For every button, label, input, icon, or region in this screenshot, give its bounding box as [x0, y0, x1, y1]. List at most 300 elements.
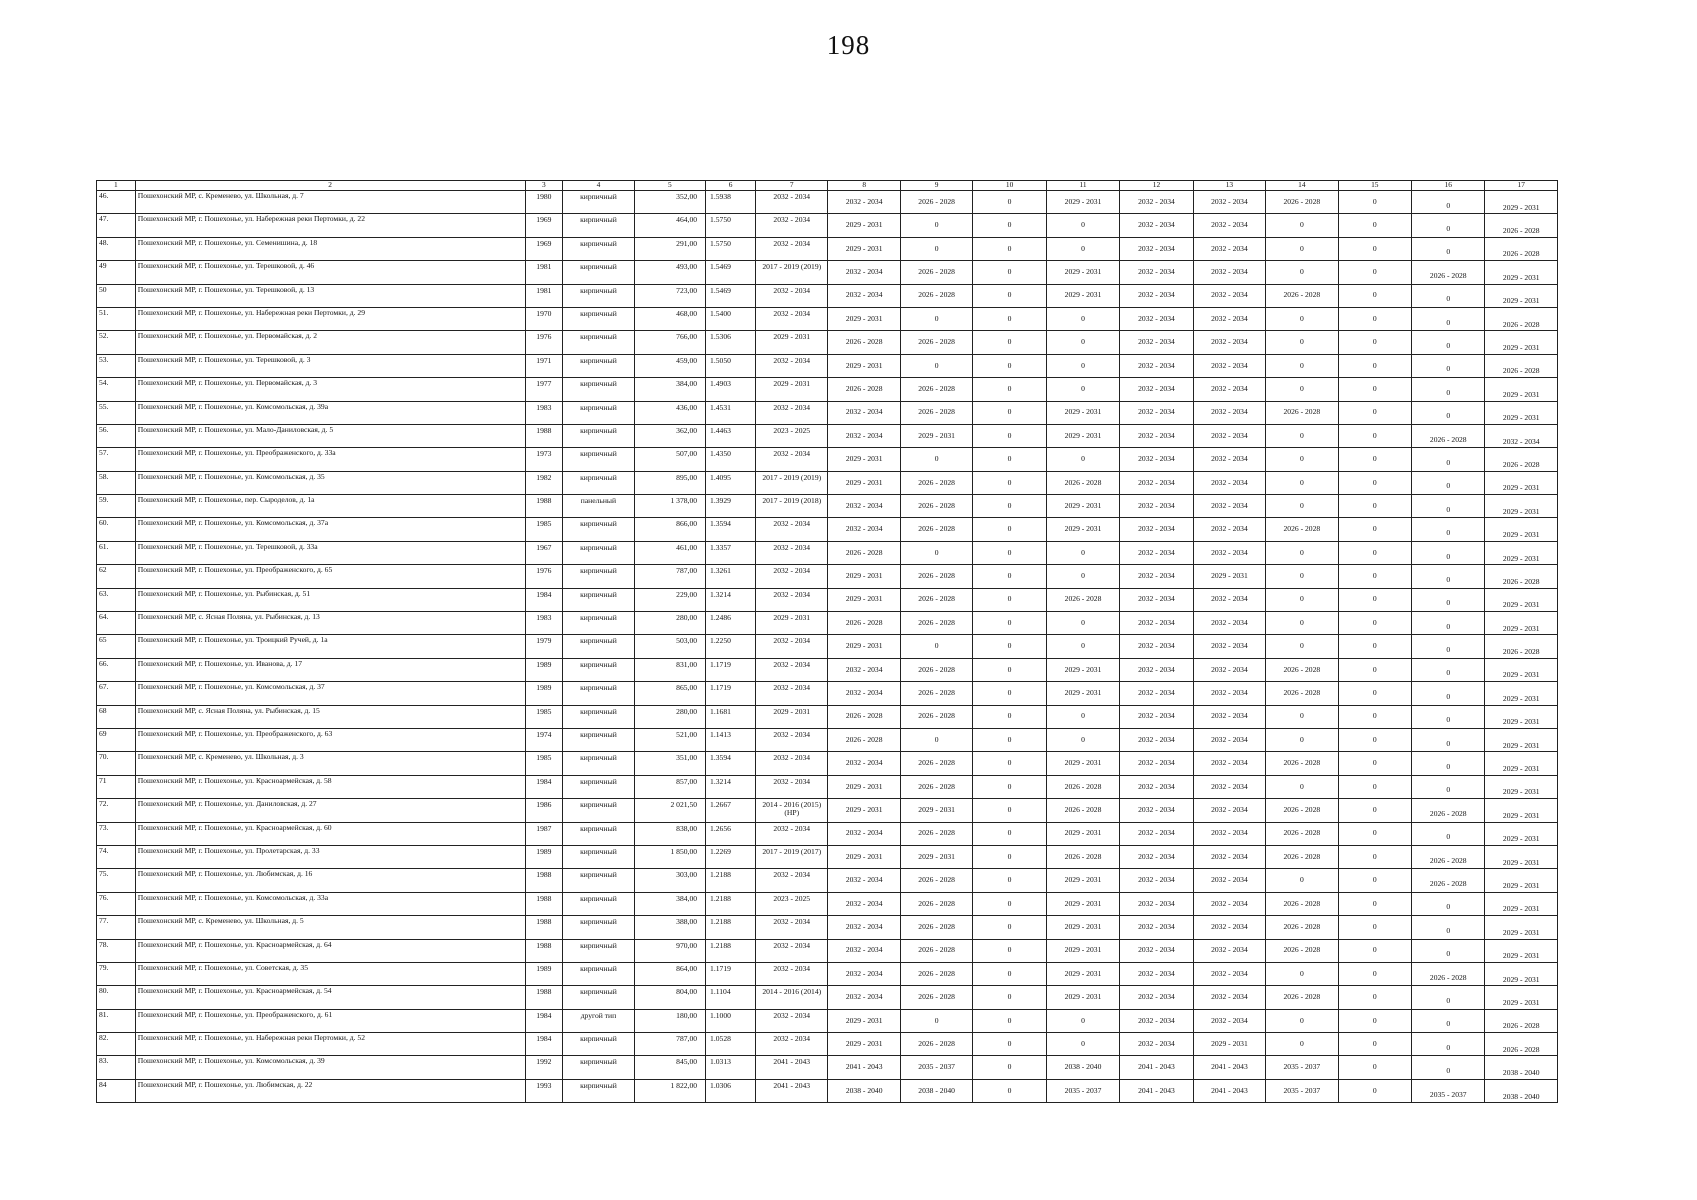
table-cell-col-11: 2029 - 2031: [1046, 892, 1119, 915]
table-cell-col-16: 0: [1412, 541, 1485, 564]
table-cell-col-1: 60.: [97, 518, 136, 541]
table-cell-col-10: 0: [973, 1033, 1046, 1056]
table-cell-col-7: 2032 - 2034: [756, 284, 828, 307]
table-cell-col-3: 1974: [525, 728, 563, 751]
table-cell-col-5: 970,00: [634, 939, 705, 962]
table-cell-col-16: 0: [1412, 892, 1485, 915]
table-cell-col-2: Пошехонский МР, г. Пошехонье, ул. Набережная реки Пертомки, д. 52: [135, 1033, 525, 1056]
table-cell-col-1: 69: [97, 728, 136, 751]
table-cell-col-17: 2029 - 2031: [1485, 518, 1558, 541]
table-cell-col-6: 1.5938: [706, 191, 756, 214]
table-row: [97, 1009, 1558, 1032]
table-cell-col-6: 1.1719: [706, 658, 756, 681]
table-cell-col-14: 2026 - 2028: [1266, 939, 1338, 962]
table-cell-col-4: кирпичный: [563, 424, 634, 447]
table-cell-col-13: 2032 - 2034: [1193, 237, 1265, 260]
table-cell-col-4: кирпичный: [563, 869, 634, 892]
table-cell-col-3: 1993: [525, 1079, 563, 1102]
table-cell-col-14: 0: [1266, 775, 1338, 798]
table-cell-col-2: Пошехонский МР, г. Пошехонье, ул. Рыбинская, д. 51: [135, 588, 525, 611]
table-cell-col-6: 1.1104: [706, 986, 756, 1009]
table-cell-col-4: кирпичный: [563, 284, 634, 307]
table-cell-col-4: кирпичный: [563, 1079, 634, 1102]
table-cell-col-1: 58.: [97, 471, 136, 494]
table-cell-col-12: 2032 - 2034: [1120, 682, 1193, 705]
table-cell-col-15: 0: [1338, 495, 1411, 518]
table-cell-col-12: 2032 - 2034: [1120, 237, 1193, 260]
table-cell-col-4: кирпичный: [563, 822, 634, 845]
table-cell-col-14: 0: [1266, 495, 1338, 518]
table-cell-col-1: 73.: [97, 822, 136, 845]
table-cell-col-17: 2029 - 2031: [1485, 845, 1558, 868]
table-row: [97, 752, 1558, 775]
table-cell-col-2: Пошехонский МР, с. Кременево, ул. Школьная, д. 5: [135, 916, 525, 939]
column-header-8: 8: [828, 181, 900, 191]
table-cell-col-13: 2032 - 2034: [1193, 939, 1265, 962]
table-cell-col-13: 2032 - 2034: [1193, 775, 1265, 798]
table-cell-col-6: 1.3261: [706, 565, 756, 588]
table-cell-col-4: кирпичный: [563, 331, 634, 354]
table-cell-col-8: 2032 - 2034: [828, 682, 900, 705]
table-cell-col-13: 2032 - 2034: [1193, 728, 1265, 751]
table-cell-col-1: 62: [97, 565, 136, 588]
table-cell-col-8: 2032 - 2034: [828, 401, 900, 424]
table-cell-col-6: 1.4903: [706, 378, 756, 401]
table-cell-col-1: 55.: [97, 401, 136, 424]
table-cell-col-13: 2032 - 2034: [1193, 424, 1265, 447]
table-cell-col-17: 2026 - 2028: [1485, 237, 1558, 260]
table-cell-col-7: 2029 - 2031: [756, 612, 828, 635]
table-cell-col-17: 2029 - 2031: [1485, 869, 1558, 892]
table-cell-col-9: 0: [900, 448, 972, 471]
table-cell-col-14: 2026 - 2028: [1266, 284, 1338, 307]
table-cell-col-9: 2026 - 2028: [900, 869, 972, 892]
table-cell-col-1: 70.: [97, 752, 136, 775]
table-cell-col-4: кирпичный: [563, 635, 634, 658]
table-cell-col-10: 0: [973, 635, 1046, 658]
table-cell-col-2: Пошехонский МР, г. Пошехонье, ул. Комсомольская, д. 37: [135, 682, 525, 705]
table-cell-col-13: 2032 - 2034: [1193, 869, 1265, 892]
table-cell-col-16: 0: [1412, 658, 1485, 681]
table-row: [97, 448, 1558, 471]
table-cell-col-7: 2032 - 2034: [756, 401, 828, 424]
table-cell-col-15: 0: [1338, 424, 1411, 447]
table-cell-col-11: 0: [1046, 1033, 1119, 1056]
table-cell-col-16: 0: [1412, 612, 1485, 635]
table-cell-col-4: кирпичный: [563, 471, 634, 494]
table-cell-col-2: Пошехонский МР, г. Пошехонье, ул. Набережная реки Пертомки, д. 22: [135, 214, 525, 237]
table-cell-col-14: 2026 - 2028: [1266, 799, 1338, 822]
table-cell-col-5: 436,00: [634, 401, 705, 424]
table-cell-col-5: 831,00: [634, 658, 705, 681]
table-cell-col-6: 1.2188: [706, 939, 756, 962]
column-header-4: 4: [563, 181, 634, 191]
table-cell-col-7: 2023 - 2025: [756, 892, 828, 915]
table-cell-col-3: 1992: [525, 1056, 563, 1079]
table-cell-col-3: 1981: [525, 284, 563, 307]
table-cell-col-1: 66.: [97, 658, 136, 681]
table-cell-col-9: 2026 - 2028: [900, 705, 972, 728]
table-cell-col-11: 0: [1046, 448, 1119, 471]
table-cell-col-2: Пошехонский МР, г. Пошехонье, ул. Терешковой, д. 46: [135, 261, 525, 284]
table-cell-col-4: кирпичный: [563, 845, 634, 868]
table-cell-col-9: 0: [900, 237, 972, 260]
table-cell-col-12: 2032 - 2034: [1120, 495, 1193, 518]
table-cell-col-15: 0: [1338, 261, 1411, 284]
table-cell-col-8: 2026 - 2028: [828, 331, 900, 354]
table-cell-col-1: 76.: [97, 892, 136, 915]
table-row: [97, 939, 1558, 962]
table-cell-col-17: 2029 - 2031: [1485, 612, 1558, 635]
table-cell-col-2: Пошехонский МР, г. Пошехонье, ул. Пролетарская, д. 33: [135, 845, 525, 868]
table-body: [97, 191, 1558, 1103]
table-cell-col-11: 2029 - 2031: [1046, 752, 1119, 775]
table-cell-col-14: 0: [1266, 612, 1338, 635]
table-cell-col-8: 2032 - 2034: [828, 892, 900, 915]
table-cell-col-7: 2017 - 2019 (2019): [756, 471, 828, 494]
table-cell-col-12: 2032 - 2034: [1120, 892, 1193, 915]
table-cell-col-9: 2026 - 2028: [900, 565, 972, 588]
table-cell-col-16: 0: [1412, 916, 1485, 939]
table-cell-col-4: кирпичный: [563, 939, 634, 962]
table-cell-col-17: 2026 - 2028: [1485, 1033, 1558, 1056]
table-cell-col-11: 2026 - 2028: [1046, 471, 1119, 494]
table-cell-col-13: 2032 - 2034: [1193, 331, 1265, 354]
table-cell-col-3: 1983: [525, 401, 563, 424]
table-cell-col-7: 2041 - 2043: [756, 1056, 828, 1079]
table-cell-col-10: 0: [973, 448, 1046, 471]
table-cell-col-13: 2032 - 2034: [1193, 261, 1265, 284]
table-cell-col-3: 1976: [525, 331, 563, 354]
table-cell-col-7: 2032 - 2034: [756, 775, 828, 798]
table-cell-col-10: 0: [973, 962, 1046, 985]
table-cell-col-6: 1.2188: [706, 916, 756, 939]
table-cell-col-2: Пошехонский МР, г. Пошехонье, ул. Красноармейская, д. 60: [135, 822, 525, 845]
table-cell-col-5: 838,00: [634, 822, 705, 845]
table-cell-col-11: 0: [1046, 728, 1119, 751]
table-cell-col-14: 0: [1266, 588, 1338, 611]
table-cell-col-5: 303,00: [634, 869, 705, 892]
table-cell-col-8: 2029 - 2031: [828, 635, 900, 658]
table-cell-col-15: 0: [1338, 214, 1411, 237]
table-cell-col-8: 2029 - 2031: [828, 237, 900, 260]
table-cell-col-3: 1985: [525, 705, 563, 728]
table-cell-col-9: 2026 - 2028: [900, 612, 972, 635]
table-cell-col-1: 50: [97, 284, 136, 307]
table-cell-col-1: 65: [97, 635, 136, 658]
table-cell-col-14: 0: [1266, 1009, 1338, 1032]
table-cell-col-5: 280,00: [634, 705, 705, 728]
table-cell-col-3: 1986: [525, 799, 563, 822]
table-cell-col-12: 2032 - 2034: [1120, 307, 1193, 330]
table-cell-col-6: 1.2656: [706, 822, 756, 845]
table-cell-col-12: 2032 - 2034: [1120, 799, 1193, 822]
table-cell-col-11: 0: [1046, 237, 1119, 260]
table-cell-col-5: 352,00: [634, 191, 705, 214]
table-cell-col-7: 2032 - 2034: [756, 635, 828, 658]
table-cell-col-10: 0: [973, 752, 1046, 775]
table-cell-col-12: 2032 - 2034: [1120, 424, 1193, 447]
table-cell-col-6: 1.5750: [706, 214, 756, 237]
table-cell-col-5: 384,00: [634, 892, 705, 915]
table-cell-col-4: кирпичный: [563, 916, 634, 939]
table-cell-col-3: 1973: [525, 448, 563, 471]
table-cell-col-14: 2026 - 2028: [1266, 986, 1338, 1009]
table-cell-col-1: 79.: [97, 962, 136, 985]
table-cell-col-6: 1.0313: [706, 1056, 756, 1079]
table-cell-col-16: 0: [1412, 705, 1485, 728]
table-cell-col-7: 2017 - 2019 (2019): [756, 261, 828, 284]
table-cell-col-3: 1984: [525, 1009, 563, 1032]
table-cell-col-13: 2032 - 2034: [1193, 635, 1265, 658]
table-cell-col-10: 0: [973, 424, 1046, 447]
table-cell-col-17: 2029 - 2031: [1485, 916, 1558, 939]
table-row: [97, 191, 1558, 214]
table-cell-col-7: 2014 - 2016 (2014): [756, 986, 828, 1009]
table-cell-col-9: 2026 - 2028: [900, 1033, 972, 1056]
table-cell-col-2: Пошехонский МР, г. Пошехонье, ул. Преображенского, д. 65: [135, 565, 525, 588]
table-cell-col-1: 74.: [97, 845, 136, 868]
table-cell-col-8: 2026 - 2028: [828, 705, 900, 728]
table-cell-col-17: 2029 - 2031: [1485, 588, 1558, 611]
table-cell-col-13: 2032 - 2034: [1193, 378, 1265, 401]
column-header-3: 3: [525, 181, 563, 191]
table-cell-col-14: 2035 - 2037: [1266, 1079, 1338, 1102]
table-cell-col-2: Пошехонский МР, с. Ясная Поляна, ул. Рыбинская, д. 15: [135, 705, 525, 728]
table-cell-col-15: 0: [1338, 588, 1411, 611]
table-cell-col-8: 2032 - 2034: [828, 869, 900, 892]
table-row: [97, 401, 1558, 424]
table-cell-col-14: 2026 - 2028: [1266, 916, 1338, 939]
table-cell-col-17: 2029 - 2031: [1485, 892, 1558, 915]
table-cell-col-17: 2029 - 2031: [1485, 378, 1558, 401]
table-cell-col-13: 2032 - 2034: [1193, 448, 1265, 471]
table-cell-col-9: 2026 - 2028: [900, 518, 972, 541]
table-cell-col-2: Пошехонский МР, г. Пошехонье, ул. Преображенского, д. 63: [135, 728, 525, 751]
table-cell-col-9: 2029 - 2031: [900, 424, 972, 447]
column-header-10: 10: [973, 181, 1046, 191]
table-cell-col-4: кирпичный: [563, 962, 634, 985]
column-header-6: 6: [706, 181, 756, 191]
table-cell-col-8: 2029 - 2031: [828, 354, 900, 377]
table-cell-col-14: 0: [1266, 237, 1338, 260]
table-cell-col-9: 2029 - 2031: [900, 845, 972, 868]
table-cell-col-17: 2026 - 2028: [1485, 448, 1558, 471]
table-row: [97, 658, 1558, 681]
table-cell-col-16: 0: [1412, 939, 1485, 962]
table-cell-col-14: 0: [1266, 331, 1338, 354]
table-cell-col-15: 0: [1338, 939, 1411, 962]
table-cell-col-16: 0: [1412, 565, 1485, 588]
table-cell-col-6: 1.1719: [706, 682, 756, 705]
table-cell-col-16: 0: [1412, 728, 1485, 751]
table-cell-col-11: 2026 - 2028: [1046, 799, 1119, 822]
table-cell-col-14: 0: [1266, 424, 1338, 447]
table-cell-col-1: 53.: [97, 354, 136, 377]
table-cell-col-12: 2032 - 2034: [1120, 986, 1193, 1009]
table-cell-col-4: кирпичный: [563, 354, 634, 377]
table-cell-col-6: 1.2269: [706, 845, 756, 868]
table-cell-col-17: 2029 - 2031: [1485, 331, 1558, 354]
table-cell-col-12: 2032 - 2034: [1120, 916, 1193, 939]
table-cell-col-13: 2032 - 2034: [1193, 307, 1265, 330]
table-cell-col-9: 2035 - 2037: [900, 1056, 972, 1079]
table-cell-col-1: 72.: [97, 799, 136, 822]
table-cell-col-13: 2032 - 2034: [1193, 892, 1265, 915]
table-cell-col-3: 1988: [525, 495, 563, 518]
table-cell-col-2: Пошехонский МР, г. Пошехонье, ул. Набережная реки Пертомки, д. 29: [135, 307, 525, 330]
table-cell-col-10: 0: [973, 869, 1046, 892]
table-cell-col-15: 0: [1338, 682, 1411, 705]
table-cell-col-8: 2029 - 2031: [828, 214, 900, 237]
table-cell-col-13: 2032 - 2034: [1193, 799, 1265, 822]
table-cell-col-7: 2032 - 2034: [756, 1009, 828, 1032]
table-cell-col-6: 1.1719: [706, 962, 756, 985]
table-cell-col-2: Пошехонский МР, г. Пошехонье, ул. Преображенского, д. 61: [135, 1009, 525, 1032]
table-cell-col-11: 2029 - 2031: [1046, 822, 1119, 845]
table-cell-col-7: 2032 - 2034: [756, 518, 828, 541]
table-cell-col-14: 2026 - 2028: [1266, 191, 1338, 214]
table-cell-col-4: кирпичный: [563, 892, 634, 915]
table-cell-col-16: 0: [1412, 237, 1485, 260]
table-cell-col-15: 0: [1338, 518, 1411, 541]
table-cell-col-1: 49: [97, 261, 136, 284]
table-cell-col-12: 2032 - 2034: [1120, 191, 1193, 214]
table-cell-col-11: 2029 - 2031: [1046, 495, 1119, 518]
table-cell-col-8: 2032 - 2034: [828, 939, 900, 962]
table-cell-col-13: 2032 - 2034: [1193, 916, 1265, 939]
table-cell-col-13: 2032 - 2034: [1193, 518, 1265, 541]
table-cell-col-3: 1969: [525, 214, 563, 237]
table-cell-col-12: 2032 - 2034: [1120, 962, 1193, 985]
table-cell-col-8: 2029 - 2031: [828, 799, 900, 822]
table-cell-col-7: 2029 - 2031: [756, 378, 828, 401]
table-cell-col-11: 2026 - 2028: [1046, 845, 1119, 868]
table-cell-col-14: 2035 - 2037: [1266, 1056, 1338, 1079]
table-cell-col-17: 2026 - 2028: [1485, 635, 1558, 658]
table-cell-col-11: 2026 - 2028: [1046, 588, 1119, 611]
table-cell-col-9: 2029 - 2031: [900, 799, 972, 822]
table-cell-col-12: 2032 - 2034: [1120, 939, 1193, 962]
table-cell-col-7: 2032 - 2034: [756, 354, 828, 377]
table-cell-col-15: 0: [1338, 892, 1411, 915]
table-cell-col-16: 2026 - 2028: [1412, 962, 1485, 985]
table-cell-col-8: 2029 - 2031: [828, 1009, 900, 1032]
table-cell-col-13: 2032 - 2034: [1193, 752, 1265, 775]
table-cell-col-9: 0: [900, 307, 972, 330]
table-row: [97, 682, 1558, 705]
table-cell-col-4: кирпичный: [563, 612, 634, 635]
table-cell-col-6: 1.3594: [706, 752, 756, 775]
table-cell-col-10: 0: [973, 518, 1046, 541]
table-cell-col-15: 0: [1338, 307, 1411, 330]
table-cell-col-12: 2032 - 2034: [1120, 378, 1193, 401]
table-cell-col-1: 71: [97, 775, 136, 798]
table-cell-col-8: 2029 - 2031: [828, 845, 900, 868]
table-cell-col-13: 2041 - 2043: [1193, 1079, 1265, 1102]
table-cell-col-6: 1.1413: [706, 728, 756, 751]
table-cell-col-5: 493,00: [634, 261, 705, 284]
table-header-row: [97, 181, 1558, 191]
table-cell-col-6: 1.5469: [706, 284, 756, 307]
table-cell-col-6: 1.1000: [706, 1009, 756, 1032]
table-cell-col-12: 2032 - 2034: [1120, 1009, 1193, 1032]
table-cell-col-2: Пошехонский МР, г. Пошехонье, ул. Первомайская, д. 3: [135, 378, 525, 401]
table-cell-col-7: 2014 - 2016 (2015) (НР): [756, 799, 828, 822]
table-cell-col-11: 2029 - 2031: [1046, 939, 1119, 962]
table-cell-col-4: кирпичный: [563, 986, 634, 1009]
table-cell-col-6: 1.1681: [706, 705, 756, 728]
table-cell-col-7: 2023 - 2025: [756, 424, 828, 447]
table-cell-col-11: 0: [1046, 1009, 1119, 1032]
table-cell-col-4: кирпичный: [563, 775, 634, 798]
table-cell-col-15: 0: [1338, 845, 1411, 868]
table-cell-col-4: кирпичный: [563, 588, 634, 611]
table-cell-col-2: Пошехонский МР, г. Пошехонье, пер. Сыроделов, д. 1а: [135, 495, 525, 518]
table-cell-col-15: 0: [1338, 822, 1411, 845]
table-row: [97, 378, 1558, 401]
table-cell-col-4: кирпичный: [563, 658, 634, 681]
table-cell-col-10: 0: [973, 191, 1046, 214]
table-row: [97, 424, 1558, 447]
table-cell-col-13: 2032 - 2034: [1193, 962, 1265, 985]
table-cell-col-12: 2032 - 2034: [1120, 448, 1193, 471]
table-cell-col-14: 2026 - 2028: [1266, 658, 1338, 681]
table-cell-col-7: 2032 - 2034: [756, 565, 828, 588]
table-cell-col-1: 81.: [97, 1009, 136, 1032]
table-cell-col-10: 0: [973, 1056, 1046, 1079]
table-cell-col-3: 1984: [525, 588, 563, 611]
table-cell-col-2: Пошехонский МР, г. Пошехонье, ул. Комсомольская, д. 35: [135, 471, 525, 494]
table-cell-col-9: 2026 - 2028: [900, 752, 972, 775]
table-row: [97, 1033, 1558, 1056]
table-cell-col-10: 0: [973, 682, 1046, 705]
table-cell-col-12: 2032 - 2034: [1120, 588, 1193, 611]
table-cell-col-8: 2029 - 2031: [828, 1033, 900, 1056]
table-cell-col-17: 2029 - 2031: [1485, 728, 1558, 751]
table-cell-col-1: 59.: [97, 495, 136, 518]
table-cell-col-11: 0: [1046, 635, 1119, 658]
table-cell-col-3: 1982: [525, 471, 563, 494]
table-cell-col-13: 2029 - 2031: [1193, 565, 1265, 588]
table-row: [97, 237, 1558, 260]
column-header-11: 11: [1046, 181, 1119, 191]
table-cell-col-15: 0: [1338, 331, 1411, 354]
column-header-5: 5: [634, 181, 705, 191]
table-cell-col-9: 0: [900, 541, 972, 564]
table-cell-col-3: 1989: [525, 682, 563, 705]
table-cell-col-7: 2032 - 2034: [756, 869, 828, 892]
table-cell-col-14: 2026 - 2028: [1266, 752, 1338, 775]
table-cell-col-4: кирпичный: [563, 307, 634, 330]
table-cell-col-15: 0: [1338, 1009, 1411, 1032]
table-cell-col-12: 2032 - 2034: [1120, 752, 1193, 775]
table-cell-col-12: 2032 - 2034: [1120, 728, 1193, 751]
table-cell-col-14: 0: [1266, 448, 1338, 471]
table-cell-col-14: 0: [1266, 565, 1338, 588]
table-cell-col-7: 2032 - 2034: [756, 541, 828, 564]
table-cell-col-15: 0: [1338, 237, 1411, 260]
table-row: [97, 892, 1558, 915]
table-row: [97, 565, 1558, 588]
table-cell-col-4: кирпичный: [563, 1056, 634, 1079]
table-cell-col-4: кирпичный: [563, 799, 634, 822]
table-cell-col-16: 0: [1412, 682, 1485, 705]
table-cell-col-6: 1.2188: [706, 892, 756, 915]
table-cell-col-13: 2032 - 2034: [1193, 682, 1265, 705]
table-cell-col-10: 0: [973, 986, 1046, 1009]
table-cell-col-15: 0: [1338, 986, 1411, 1009]
